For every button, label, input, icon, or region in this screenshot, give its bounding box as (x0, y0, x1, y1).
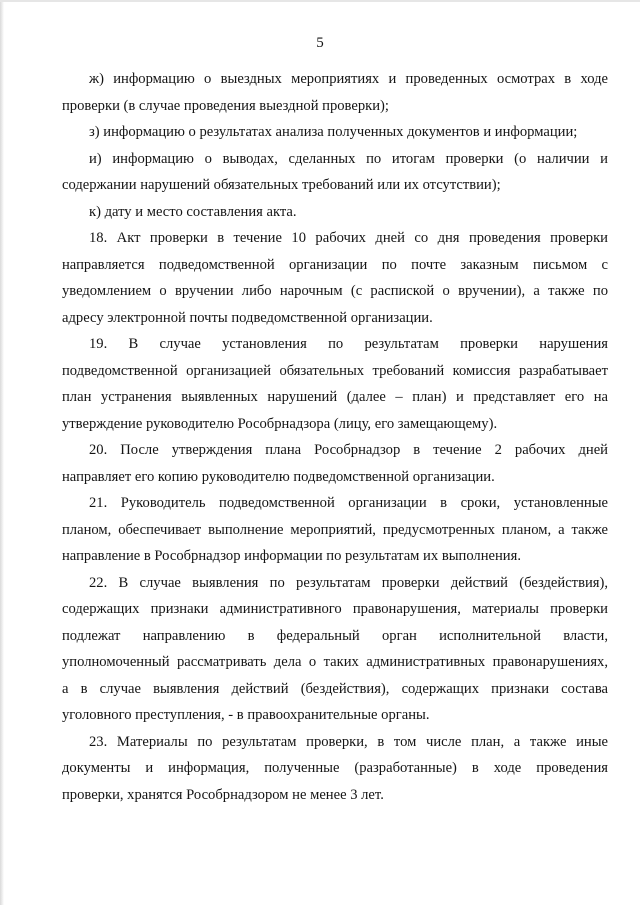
paragraph-line: з) информацию о результатах анализа полученных документов и информации; (89, 124, 578, 140)
paragraph-line: ж) информацию о выездных мероприятиях и проведенных осмотрах в ходе (89, 71, 608, 87)
paragraph-line: план устранения выявленных нарушений (далее – план) и представляет его на (62, 389, 608, 405)
paragraph-line: направляет его копию руководителю подведомственной организации. (62, 468, 495, 485)
paragraph-zh (62, 66, 608, 119)
paragraph-line: документы и информация, полученные (разработанные) в ходе проведения (62, 760, 608, 776)
paragraph-line: проверки (в случае проведения выездной проверки); (62, 97, 389, 114)
page-number: 5 (316, 35, 324, 51)
paragraph-20 (62, 437, 608, 490)
paragraph-line: 23. Материалы по результатам проверки, в том числе план, а также иные (89, 733, 608, 750)
paragraph-line: планом, обеспечивает выполнение мероприятий, предусмотренных планом, а также (62, 521, 608, 538)
paragraph-line: 18. Акт проверки в течение 10 рабочих дней со дня проведения проверки (89, 230, 608, 246)
paragraph-line: и) информацию о выводах, сделанных по итогам проверки (о наличии и (89, 150, 608, 167)
paragraph-line: уведомлением о вручении либо нарочным (с распиской о вручении), а также по (62, 283, 608, 299)
paragraph-line: 20. После утверждения плана Рособрнадзор в течение 2 рабочих дней (89, 442, 608, 458)
paragraph-line: содержании нарушений обязательных требований или их отсутствии); (62, 177, 501, 193)
paragraph-line: подведомственной организацией обязательных требований комиссия разрабатывает (62, 362, 608, 379)
paragraph-22 (62, 570, 608, 729)
paragraph-line: адресу электронной почты подведомственной организации. (62, 309, 433, 326)
paragraph-19 (62, 331, 608, 437)
paragraph-line: к) дату и место составления акта. (89, 203, 297, 220)
paragraph-line: утверждение руководителю Рособрнадзора (лицу, его замещающему). (62, 415, 498, 432)
paragraph-line: 21. Руководитель подведомственной организации в сроки, установленные (89, 495, 608, 511)
paragraph-line: а в случае выявления действий (бездействия), содержащих признаки состава (62, 680, 608, 697)
paragraph-line: уполномоченный рассматривать дела о таких административных правонарушениях, (62, 654, 608, 670)
paragraph-line: направление в Рособрнадзор информации по результатам их выполнения. (62, 548, 521, 564)
paragraph-k (62, 199, 608, 226)
paragraph-23 (62, 729, 608, 809)
paragraph-i (62, 146, 608, 199)
document-body (62, 66, 608, 808)
paragraph-18 (62, 225, 608, 331)
paragraph-line: содержащих признаки административного правонарушения, материалы проверки (62, 601, 608, 617)
paragraph-line: 22. В случае выявления по результатам проверки действий (бездействия), (89, 574, 608, 591)
paragraph-line: направляется подведомственной организации по почте заказным письмом с (62, 256, 608, 273)
paragraph-21 (62, 490, 608, 570)
scan-edge-top (0, 0, 640, 2)
scan-edge-left (0, 0, 4, 905)
paragraph-line: проверки, хранятся Рособрнадзором не менее 3 лет. (62, 786, 384, 803)
paragraph-line: подлежат направлению в федеральный орган исполнительной власти, (62, 627, 608, 644)
paragraph-z (62, 119, 608, 146)
paragraph-line: 19. В случае установления по результатам проверки нарушения (89, 336, 608, 352)
paragraph-line: уголовного преступления, - в правоохранительные органы. (62, 707, 430, 723)
